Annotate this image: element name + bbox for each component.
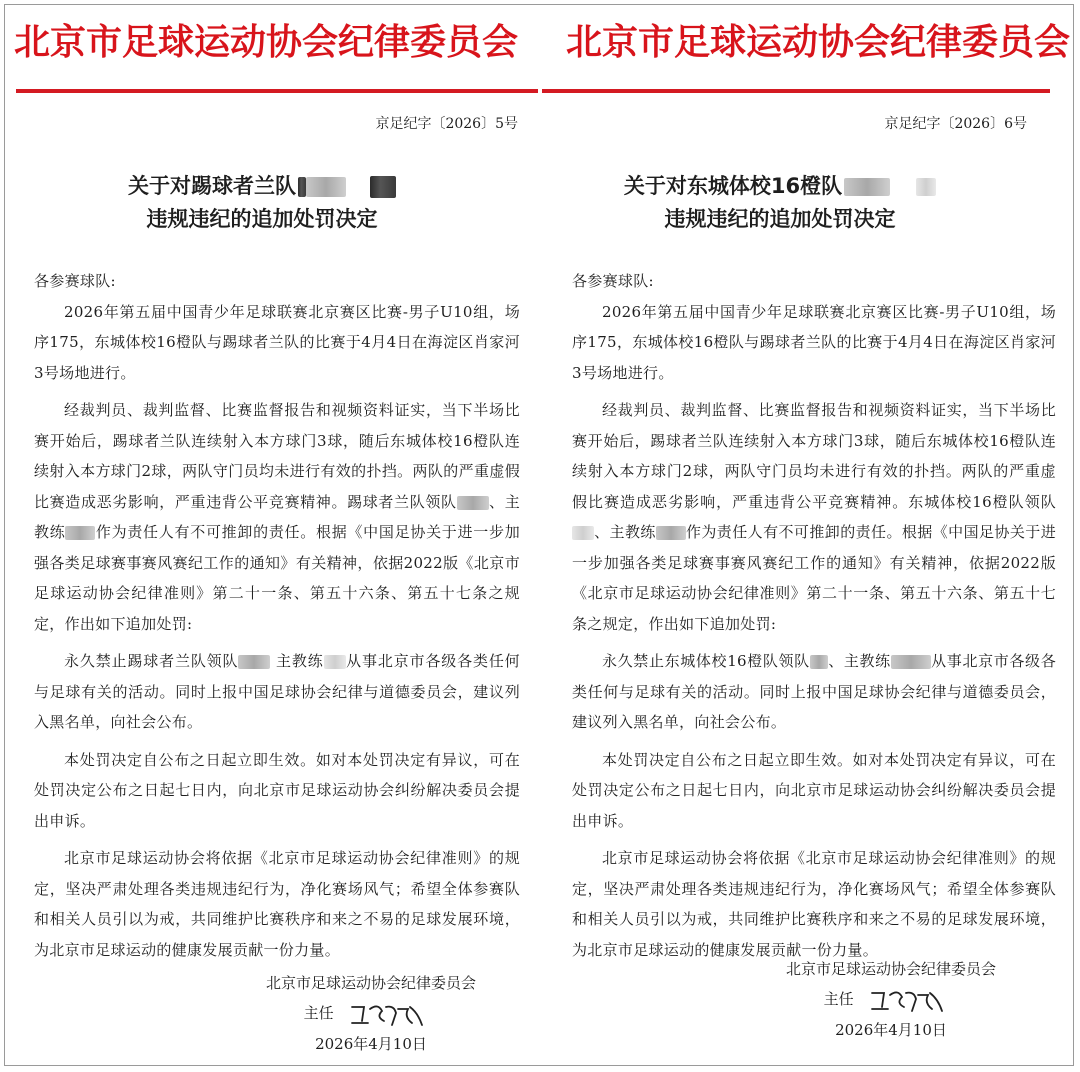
right-title-line2: 违规违纪的追加处罚决定: [664, 207, 896, 231]
right-signature-block: [766, 954, 1016, 1045]
right-para-3: [572, 646, 1056, 738]
right-para-2-b: 、主教练: [594, 523, 656, 541]
left-para-2-b: 、主教练: [34, 492, 520, 541]
redacted-name: [810, 655, 828, 669]
right-para-2: [572, 395, 1056, 639]
right-sign-date: 2026年4月10日: [835, 1021, 947, 1039]
redacted-block: [370, 176, 396, 198]
left-para-3: [34, 646, 520, 738]
left-para-2-a: 经裁判员、裁判监督、比赛监督报告和视频资料证实，当下半场比赛开始后，踢球者兰队连续射入本方球门3球，随后东城体校16橙队连续射入本方球门2球，两队守门员均未进行有效的扑挡。两队的严重虚假比赛造成恶劣影响，严重违背公平竞赛精神。踢球者兰队领队: [34, 401, 520, 511]
left-org-header: 北京市足球运动协会纪律委员会: [13, 22, 518, 63]
left-salutation: 各参赛球队:: [34, 272, 116, 290]
left-title: [82, 170, 442, 236]
redacted-name: [65, 526, 95, 540]
right-para-2-a: 经裁判员、裁判监督、比赛监督报告和视频资料证实，当下半场比赛开始后，踢球者兰队连续射入本方球门3球，随后东城体校16橙队连续射入本方球门2球，两队守门员均未进行有效的扑挡。两队的严重虚假比赛造成恶劣影响，严重违背公平竞赛精神。东城体校16橙队领队: [572, 401, 1056, 511]
redacted-block: [844, 178, 890, 196]
redacted-name: [238, 655, 270, 669]
left-para-2: [34, 395, 520, 639]
left-para-1: 2026年第五届中国青少年足球联赛北京赛区比赛-男子U10组，场序175，东城体校16橙队与踢球者兰队的比赛于4月4日在海淀区肖家河3号场地进行。: [34, 302, 520, 382]
redacted-block: [306, 177, 346, 197]
redacted-name: [656, 526, 686, 540]
right-para-2-c: 作为责任人有不可推卸的责任。根据《中国足协关于进一步加强各类足球赛事赛风赛纪工作的通知》有关精神，依据2022版《北京市足球运动协会纪律准则》第二十一条、第五十六条、第五十七条之规定，作出如下追加处罚:: [572, 523, 1057, 633]
left-para-3-b: 主教练: [276, 652, 324, 670]
left-sign-role-line: [246, 998, 496, 1029]
right-title-prefix: 关于对东城体校16橙队: [623, 174, 843, 198]
left-red-rule: [16, 89, 538, 93]
right-para-3-b: 、主教练: [827, 652, 891, 670]
right-title: [600, 170, 960, 236]
redacted-name: [572, 526, 594, 540]
right-para-5: 北京市足球运动协会将依据《北京市足球运动协会纪律准则》的规定，坚决严肃处理各类违规违纪行为，净化赛场风气；希望全体参赛队和相关人员引以为戒，共同维护比赛秩序和来之不易的足球发展环境，为北京市足球运动的健康发展贡献一份力量。: [572, 849, 1056, 959]
right-para-4: 本处罚决定自公布之日起立即生效。如对本处罚决定有异议，可在处罚决定公布之日起七日内，向北京市足球运动协会纠纷解决委员会提出申诉。: [572, 750, 1056, 830]
redacted-name: [457, 496, 489, 510]
left-doc-number: 京足纪字〔2026〕5号: [375, 116, 518, 132]
right-salutation: 各参赛球队:: [572, 272, 654, 290]
right-doc-number: 京足纪字〔2026〕6号: [884, 116, 1027, 132]
right-title-line1: [600, 170, 960, 203]
redacted-block: [916, 178, 936, 196]
redacted-name: [891, 655, 931, 669]
redacted-name: [324, 655, 346, 669]
left-para-3-c: 从事北京市各级各类任何与足球有关的活动。同时上报中国足球协会纪律与道德委员会，建议列入黑名单，向社会公布。: [34, 652, 520, 731]
left-body: [34, 266, 520, 972]
right-sign-role: 主任: [823, 990, 854, 1008]
right-sign-role-line: [766, 984, 1016, 1015]
left-signature-block: [246, 968, 496, 1059]
left-title-line1: [82, 170, 442, 203]
right-sign-org: 北京市足球运动协会纪律委员会: [785, 960, 996, 978]
right-org-header: 北京市足球运动协会纪律委员会: [565, 22, 1070, 63]
left-title-prefix: 关于对踢球者兰队: [128, 174, 296, 198]
left-title-line2: 违规违纪的追加处罚决定: [146, 207, 378, 231]
right-para-3-c: 从事北京市各级各类任何与足球有关的活动。同时上报中国足球协会纪律与道德委员会，建议列入黑名单，向社会公布。: [572, 652, 1056, 731]
left-para-2-c: 作为责任人有不可推卸的责任。根据《中国足协关于进一步加强各类足球赛事赛风赛纪工作的通知》有关精神，依据2022版《北京市足球运动协会纪律准则》第二十一条、第五十六条、第五十七条之规定，作出如下追加处罚:: [34, 523, 520, 633]
right-para-3-a: 永久禁止东城体校16橙队领队: [602, 652, 810, 670]
left-para-5: 北京市足球运动协会将依据《北京市足球运动协会纪律准则》的规定，坚决严肃处理各类违规违纪行为，净化赛场风气；希望全体参赛队和相关人员引以为戒，共同维护比赛秩序和来之不易的足球发展环境，为北京市足球运动的健康发展贡献一份力量。: [34, 849, 520, 959]
redacted-block: [298, 177, 306, 197]
right-document: [540, 0, 1080, 1072]
handwritten-signature: [868, 985, 958, 1015]
left-sign-date: 2026年4月10日: [315, 1035, 427, 1053]
handwritten-signature: [348, 999, 438, 1029]
left-sign-role: 主任: [303, 1004, 334, 1022]
right-body: [572, 266, 1056, 972]
left-sign-org: 北京市足球运动协会纪律委员会: [265, 974, 476, 992]
left-para-3-a: 永久禁止踢球者兰队领队: [64, 652, 239, 670]
right-para-1: 2026年第五届中国青少年足球联赛北京赛区比赛-男子U10组，场序175，东城体校16橙队与踢球者兰队的比赛于4月4日在海淀区肖家河3号场地进行。: [572, 302, 1056, 382]
right-red-rule: [542, 89, 1050, 93]
left-para-4: 本处罚决定自公布之日起立即生效。如对本处罚决定有异议，可在处罚决定公布之日起七日内，向北京市足球运动协会纠纷解决委员会提出申诉。: [34, 750, 520, 830]
